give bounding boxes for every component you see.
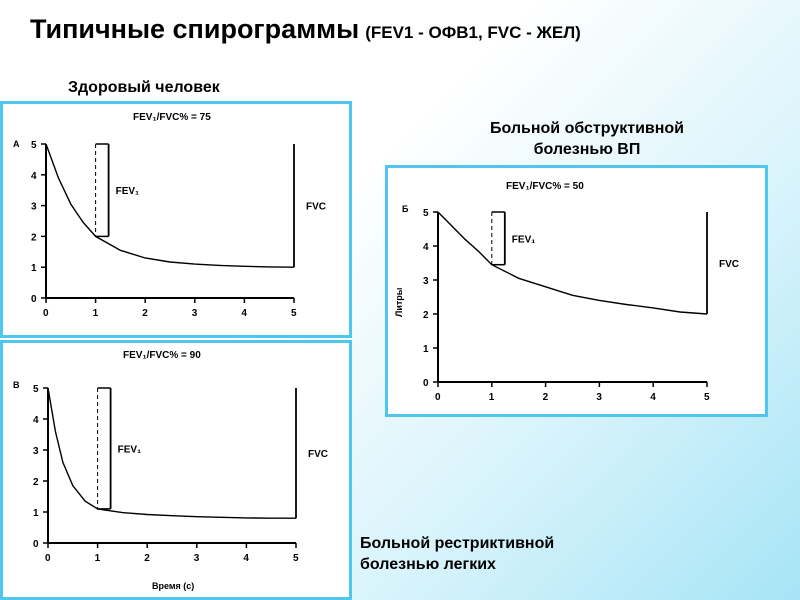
- fev1-label: FEV₁: [117, 444, 142, 456]
- ratio-label: FEV₁/FVC% = 50: [506, 181, 584, 192]
- y-tick-label: 5: [31, 140, 37, 151]
- caption-healthy: Здоровый человек: [68, 79, 220, 96]
- caption-obstructive: Больной обструктивной болезнью ВП: [489, 120, 685, 158]
- y-tick-label: 1: [33, 508, 39, 519]
- slide-title: [30, 14, 581, 45]
- x-tick-label: 5: [293, 553, 299, 564]
- y-tick-label: 0: [423, 378, 429, 389]
- ratio-label: FEV₁/FVC% = 75: [133, 112, 211, 123]
- x-axis-title: Время (с): [152, 581, 195, 591]
- y-tick-label: 5: [33, 384, 39, 395]
- fvc-label: FVC: [308, 449, 328, 461]
- x-tick-label: 0: [45, 553, 51, 564]
- x-tick-label: 2: [144, 553, 150, 564]
- x-tick-label: 3: [193, 553, 200, 564]
- y-tick-label: 2: [423, 310, 429, 321]
- panel-letter: А: [13, 139, 20, 149]
- y-tick-label: 4: [31, 170, 37, 182]
- x-tick-label: 1: [92, 308, 99, 319]
- fev1-label: FEV₁: [511, 234, 536, 246]
- y-tick-label: 4: [33, 415, 39, 426]
- panel-letter: Б: [402, 204, 409, 214]
- spirogram-curve: [438, 212, 707, 314]
- panel-letter: В: [13, 380, 20, 390]
- x-tick-label: 3: [191, 308, 198, 319]
- y-tick-label: 0: [31, 294, 37, 305]
- spirogram-panel-healthy: [0, 101, 352, 338]
- x-tick-label: 4: [243, 553, 249, 564]
- x-tick-label: 5: [704, 392, 710, 403]
- y-tick-label: 3: [423, 276, 429, 287]
- spirogram-curve: [46, 144, 294, 267]
- fev1-label: FEV₁: [115, 186, 140, 198]
- y-tick-label: 1: [423, 344, 429, 355]
- x-tick-label: 4: [241, 308, 247, 319]
- caption-restrictive: Больной рестриктивной болезнью легких: [360, 535, 555, 573]
- y-tick-label: 3: [33, 446, 39, 457]
- spirogram-curve: [48, 388, 296, 518]
- y-tick-label: 3: [31, 201, 37, 213]
- y-axis-title: Литры: [394, 287, 404, 317]
- ratio-label: FEV₁/FVC% = 90: [123, 350, 201, 361]
- x-tick-label: 0: [43, 308, 49, 319]
- y-tick-label: 1: [31, 263, 37, 275]
- fvc-label: FVC: [306, 201, 326, 213]
- spirogram-chart-obstructive: [388, 168, 765, 414]
- y-tick-label: 4: [423, 242, 429, 253]
- x-tick-label: 5: [291, 308, 297, 319]
- slide-title-main: Типичные спирограммы: [30, 14, 360, 44]
- y-tick-label: 5: [423, 208, 429, 219]
- y-tick-label: 0: [33, 539, 39, 550]
- fvc-label: FVC: [719, 259, 739, 270]
- spirogram-chart-restrictive: [3, 343, 349, 597]
- y-tick-label: 2: [31, 232, 37, 244]
- x-tick-label: 3: [596, 392, 602, 403]
- y-tick-label: 2: [33, 477, 39, 488]
- x-tick-label: 1: [488, 392, 495, 403]
- x-tick-label: 0: [435, 392, 441, 403]
- x-tick-label: 4: [650, 392, 656, 403]
- spirogram-panel-restrictive: [0, 340, 352, 600]
- slide-title-suffix: (FEV1 - ОФВ1, FVC - ЖЕЛ): [365, 23, 581, 42]
- x-tick-label: 2: [142, 308, 148, 319]
- spirogram-panel-obstructive: [385, 165, 768, 417]
- spirogram-chart-healthy: [3, 104, 349, 335]
- x-tick-label: 2: [542, 392, 549, 403]
- x-tick-label: 1: [94, 553, 101, 564]
